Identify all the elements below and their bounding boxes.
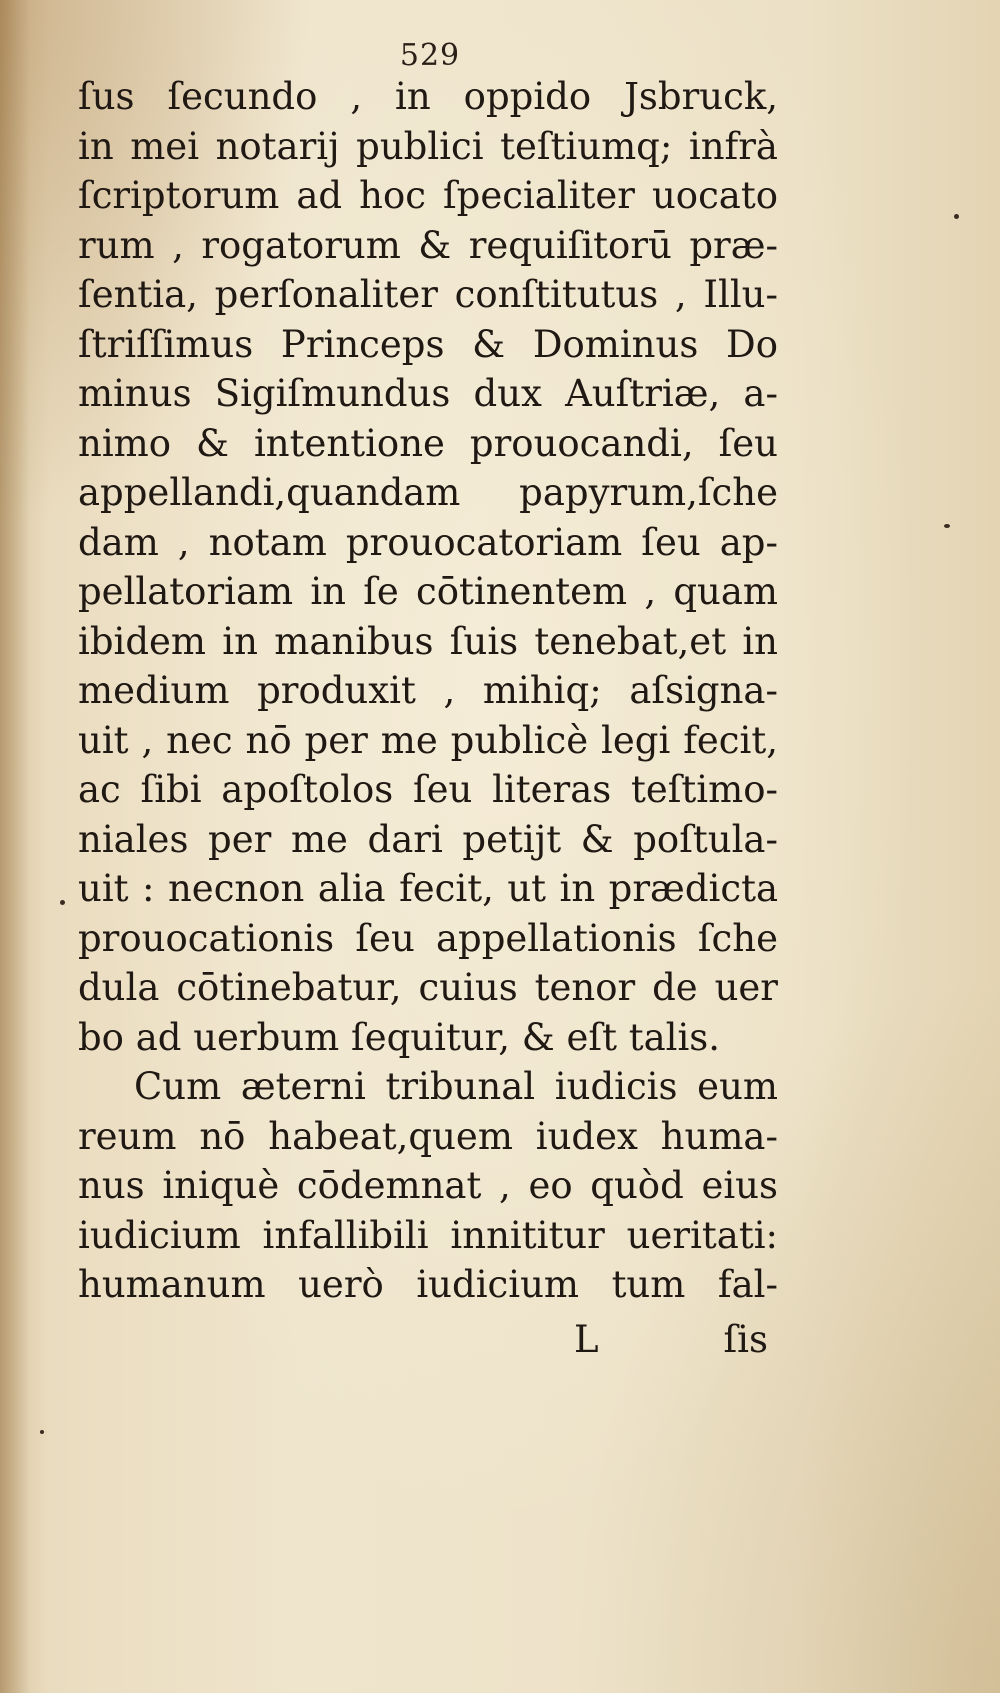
text-line: ac ſibi apoſtolos ſeu literas teſtimo- [78, 768, 778, 811]
text-line: in mei notarij publici teſtiumq; infrà [78, 124, 778, 168]
paper-speck [944, 524, 950, 528]
text-line: appellandi,quandam papyrum,ſche [78, 471, 778, 514]
page-gutter-shadow [0, 0, 30, 1693]
text-line: niales per me dari petijt & poſtula- [78, 817, 778, 861]
text-line: pellatoriam in ſe cōtinentem , quam [78, 570, 778, 613]
text-line: prouocationis ſeu appellationis ſche [78, 916, 778, 960]
text-line: dam , notam prouocatoriam ſeu ap- [78, 520, 778, 564]
text-line: rum , rogatorum & requiſitorū præ- [78, 223, 778, 267]
body-text [78, 72, 778, 1310]
paper-speck [954, 214, 959, 219]
text-line: reum nō habeat,quem iudex huma- [78, 1114, 778, 1158]
signature-mark: L [574, 1318, 599, 1361]
text-line: nimo & intentione prouocandi, ſeu [78, 421, 778, 465]
text-line: dula cōtinebatur, cuius tenor de uer [78, 966, 778, 1009]
text-line: minus Sigiſmundus dux Auſtriæ, a- [78, 372, 778, 415]
text-line: uit : necnon alia fecit, ut in prædicta [78, 867, 778, 910]
page-footer [78, 1318, 778, 1368]
text-line: ſentia, perſonaliter conſtitutus , Illu- [78, 273, 778, 316]
page-number: 529 [399, 38, 461, 73]
text-line: iudicium infallibili innititur ueritati: [78, 1213, 778, 1257]
text-line: ſtriſſimus Princeps & Dominus Do [78, 322, 778, 366]
text-line: uit , nec nō per me publicè legi fecit, [78, 718, 778, 762]
text-line: ſcriptorum ad hoc ſpecialiter uocato [78, 174, 778, 217]
text-line-paragraph-end: bo ad uerbum ſequitur, & eſt talis. [78, 1015, 721, 1059]
text-line: ibidem in manibus ſuis tenebat,et in [78, 619, 778, 663]
paper-speck [40, 1430, 44, 1434]
catchword: ſis [723, 1318, 768, 1361]
text-line: humanum uerò iudicium tum fal- [78, 1263, 778, 1306]
text-line: nus iniquè cōdemnat , eo quòd eius [78, 1164, 778, 1207]
text-line-paragraph-start: Cum æterni tribunal iudicis eum [134, 1065, 778, 1108]
paper-speck [60, 900, 65, 905]
text-line: ſus ſecundo , in oppido Jsbruck, [78, 75, 778, 118]
text-line: medium produxit , mihiq; aſsigna- [78, 669, 778, 712]
